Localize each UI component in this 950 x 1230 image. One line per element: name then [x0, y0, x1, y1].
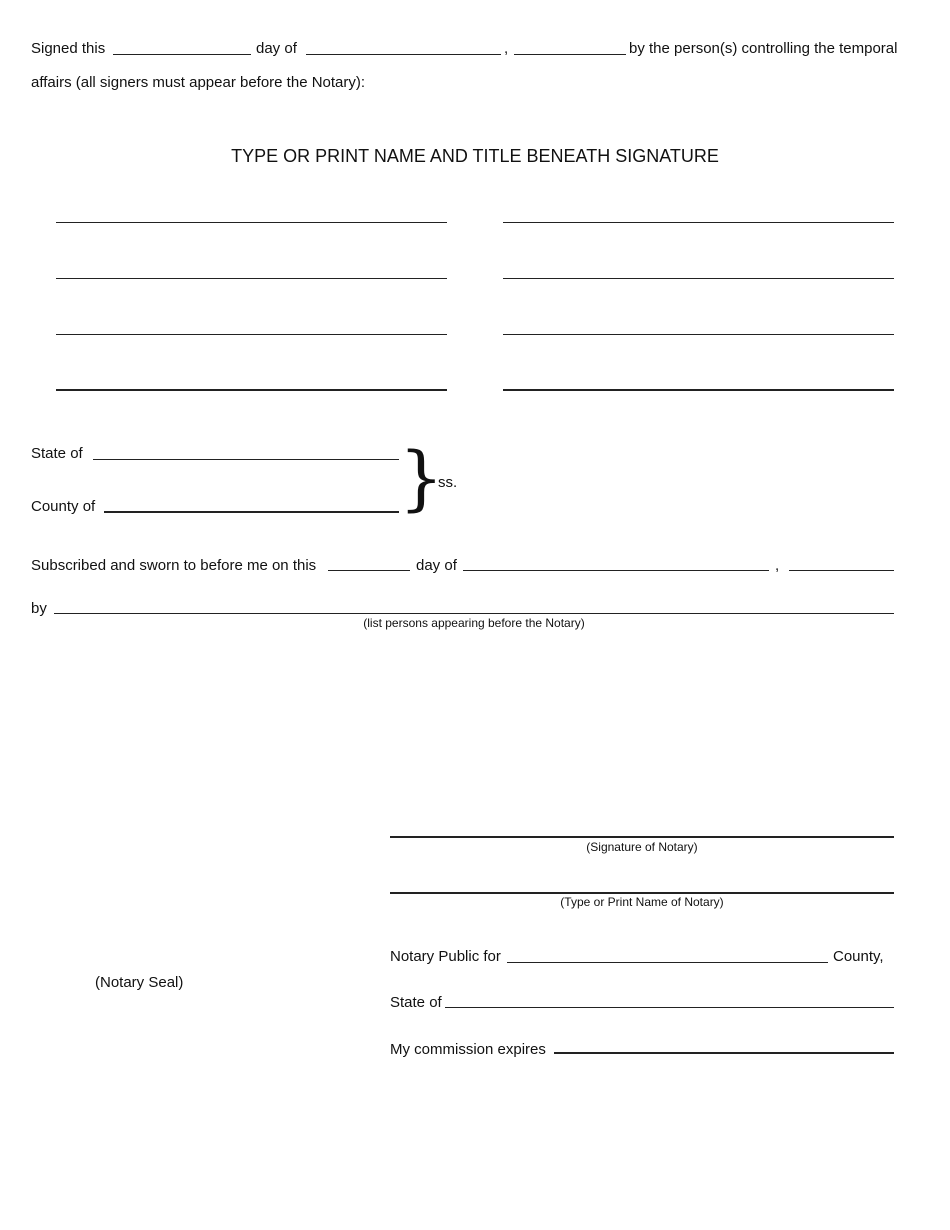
signed-day-field[interactable]: [113, 54, 251, 55]
signature-line-right-4[interactable]: [503, 389, 894, 391]
venue-county-field[interactable]: [104, 511, 399, 513]
jurat-by-label: by: [31, 600, 47, 617]
notary-county-label: County,: [833, 948, 884, 965]
notary-signature-field[interactable]: [390, 836, 894, 838]
jurat-year-field[interactable]: [789, 570, 894, 571]
by-persons-text: by the person(s) controlling the temporal: [629, 40, 898, 57]
notary-state-field[interactable]: [445, 1007, 894, 1008]
notary-public-for-label: Notary Public for: [390, 948, 501, 965]
jurat-day-of-label: day of: [416, 557, 457, 574]
ss-label: ss.: [438, 474, 458, 491]
jurat-day-field[interactable]: [328, 570, 410, 571]
signed-month-field[interactable]: [306, 54, 501, 55]
day-of-label: day of: [256, 40, 297, 57]
signed-this-label: Signed this: [31, 40, 106, 57]
jurat-persons-field[interactable]: [54, 613, 894, 614]
signature-line-left-3[interactable]: [56, 334, 447, 335]
signature-heading: TYPE OR PRINT NAME AND TITLE BENEATH SIGNATURE: [231, 146, 719, 166]
persons-caption: (list persons appearing before the Notary): [363, 616, 585, 630]
affairs-text: affairs (all signers must appear before the Notary):: [31, 74, 366, 91]
venue-state-field[interactable]: [93, 459, 399, 460]
commission-expires-field[interactable]: [554, 1052, 894, 1054]
venue-state-label: State of: [31, 445, 83, 462]
signature-line-right-1[interactable]: [503, 222, 894, 223]
notary-name-caption: (Type or Print Name of Notary): [560, 895, 724, 909]
venue-brace: }: [399, 437, 444, 519]
notary-county-field[interactable]: [507, 962, 828, 963]
notary-seal-label: (Notary Seal): [95, 974, 184, 991]
notary-state-label: State of: [390, 994, 442, 1011]
signature-line-left-4[interactable]: [56, 389, 447, 391]
notary-name-field[interactable]: [390, 892, 894, 894]
jurat-comma: ,: [775, 557, 780, 574]
signature-line-right-2[interactable]: [503, 278, 894, 279]
commission-label: My commission expires: [390, 1041, 546, 1058]
venue-county-label: County of: [31, 498, 96, 515]
signature-line-left-1[interactable]: [56, 222, 447, 223]
subscribed-label: Subscribed and sworn to before me on this: [31, 557, 317, 574]
signature-line-right-3[interactable]: [503, 334, 894, 335]
signature-line-left-2[interactable]: [56, 278, 447, 279]
comma-separator: ,: [504, 40, 509, 57]
jurat-month-field[interactable]: [463, 570, 769, 571]
notary-signature-caption: (Signature of Notary): [586, 840, 698, 854]
signed-year-field[interactable]: [514, 54, 626, 55]
